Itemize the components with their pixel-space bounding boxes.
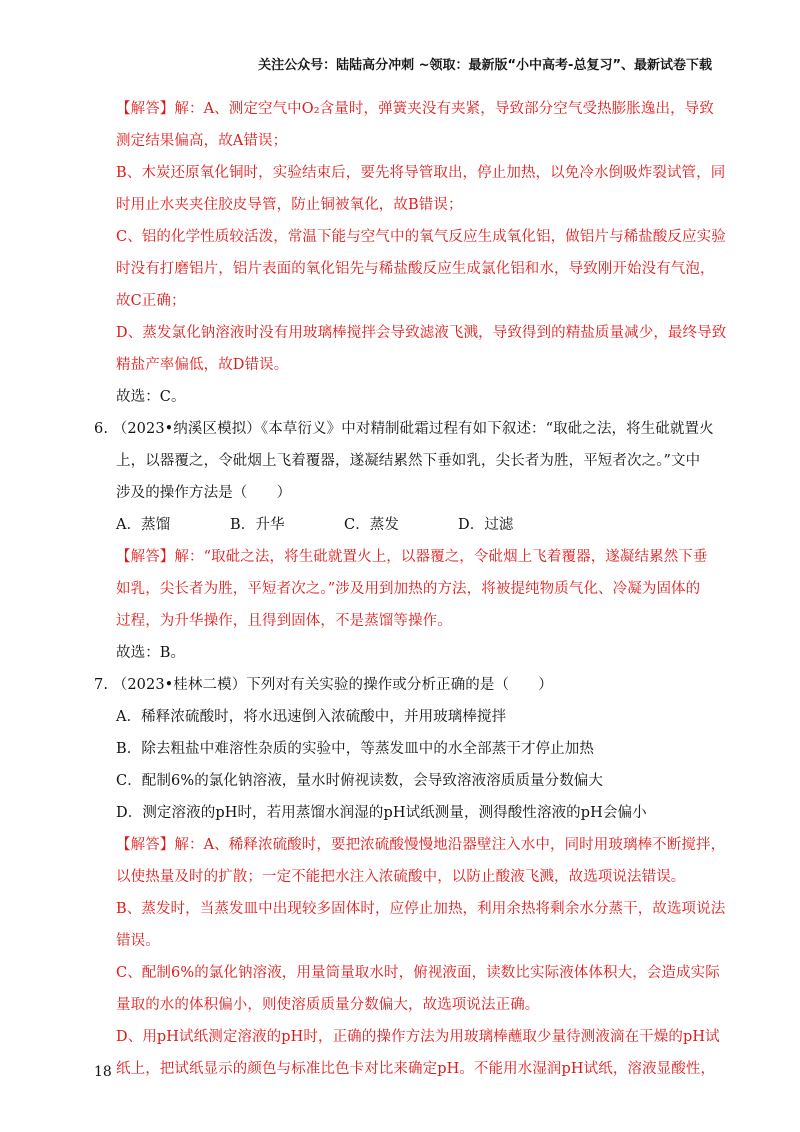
answer-line: 精盐产率偏低，故D错误。 xyxy=(116,357,289,373)
answer-line: B、木炭还原氧化铜时，实验结束后，要先将导管取出，停止加热，以免冷水倒吸炸裂试管，同 xyxy=(116,165,726,181)
answer-line: 时用止水夹夹住胶皮导管，防止铜被氧化，故B错误； xyxy=(116,197,463,213)
answer-line: 量取的水的体积偏小，则使溶质质量分数偏大，故选项说法正确。 xyxy=(116,997,540,1013)
option-b: B．升华 xyxy=(230,517,285,533)
question-stem: 7. （2023•桂林二模）下列对有关实验的操作或分析正确的是（ ） xyxy=(94,677,553,693)
question-stem: 6. （2023•纳溪区模拟）《本草衍义》中对精制砒霜过程有如下叙述：“取砒之法，将生砒就置火 xyxy=(94,421,714,437)
question-7 xyxy=(94,669,726,1085)
option-d: D．测定溶液的pH时，若用蒸馏水润湿的pH试纸测量，测得酸性溶液的pH会偏小 xyxy=(116,805,647,821)
question-6 xyxy=(94,413,714,669)
page-content xyxy=(94,93,727,1085)
option-c: C．配制6%的氯化钠溶液，量水时俯视读数，会导致溶液溶质质量分数偏大 xyxy=(116,773,603,789)
page-header: 关注公众号：陆陆高分冲刺 ~领取：最新版“小中高考-总复习”、最新试卷下载 xyxy=(258,58,712,73)
answer-line: B、蒸发时，当蒸发皿中出现较多固体时，应停止加热，利用余热将剩余水分蒸干，故选项说法 xyxy=(116,901,726,917)
option-a: A．稀释浓硫酸时，将水迅速倒入浓硫酸中，并用玻璃棒搅拌 xyxy=(116,709,507,725)
answer-line: D、用pH试纸测定溶液的pH时，正确的操作方法为用玻璃棒蘸取少量待测液滴在干燥的pH试 xyxy=(116,1029,720,1045)
answer-line: C、铝的化学性质较活泼，常温下能与空气中的氧气反应生成氧化铝，做铝片与稀盐酸反应实验 xyxy=(116,229,726,245)
answer-line: 测定结果偏高，故A错误； xyxy=(116,133,288,149)
q5-answer xyxy=(94,93,727,413)
option-b: B．除去粗盐中难溶性杂质的实验中，等蒸发皿中的水全部蒸干才停止加热 xyxy=(116,741,594,757)
question-stem: 涉及的操作方法是（ ） xyxy=(116,485,292,501)
answer-line: 【解答】解：A、测定空气中O₂含量时，弹簧夹没有夹紧，导致部分空气受热膨胀逸出，导致 xyxy=(116,101,714,117)
question-options xyxy=(94,509,714,541)
answer-line: 错误。 xyxy=(116,933,160,949)
answer-line: C、配制6%的氯化钠溶液，用量筒量取水时，俯视液面，读数比实际液体体积大，会造成实际 xyxy=(116,965,720,981)
option-c: C．蒸发 xyxy=(344,517,399,533)
answer-line: 【解答】解：A、稀释浓硫酸时，要把浓硫酸慢慢地沿器壁注入水中，同时用玻璃棒不断搅拌， xyxy=(116,837,726,853)
answer-choice: 故选：B。 xyxy=(116,645,186,661)
answer-line: 纸上，把试纸显示的颜色与标准比色卡对比来确定pH。不能用水湿润pH试纸，溶液显酸性， xyxy=(116,1061,716,1077)
answer-line: D、蒸发氯化钠溶液时没有用玻璃棒搅拌会导致滤液飞溅，导致得到的精盐质量减少，最终导致 xyxy=(116,325,727,341)
answer-line: 时没有打磨铝片，铝片表面的氧化铝先与稀盐酸反应生成氯化铝和水，导致刚开始没有气泡， xyxy=(116,261,715,277)
answer-line: 【解答】解：“取砒之法，将生砒就置火上，以器覆之，令砒烟上飞着覆器，遂凝结累然下垂 xyxy=(116,549,708,565)
answer-line: 过程，为升华操作，且得到固体，不是蒸馏等操作。 xyxy=(116,613,452,629)
question-stem: 上，以器覆之，令砒烟上飞着覆器，遂凝结累然下垂如乳，尖长者为胜，平短者次之。”文中 xyxy=(116,453,701,469)
answer-choice: 故选：C。 xyxy=(116,389,186,405)
option-d: D．过滤 xyxy=(458,517,514,533)
answer-line: 故C正确； xyxy=(116,293,186,309)
page-number: 18 xyxy=(94,1064,112,1080)
answer-line: 以使热量及时的扩散；一定不能把水注入浓硫酸中，以防止酸液飞溅，故选项说法错误。 xyxy=(116,869,686,885)
option-a: A．蒸馏 xyxy=(116,517,171,533)
answer-line: 如乳，尖长者为胜，平短者次之。”涉及用到加热的方法，将被提纯物质气化、冷凝为固体的 xyxy=(116,581,701,597)
